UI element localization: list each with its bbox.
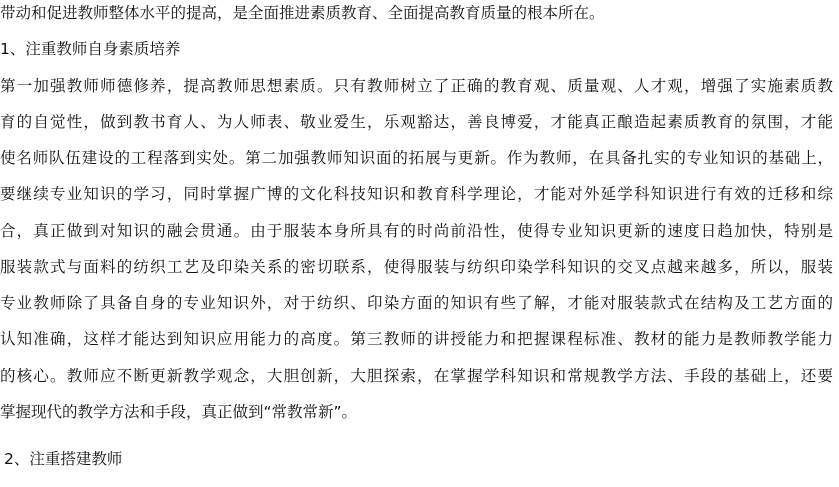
- paragraph-line: 掌握现代的教学方法和手段，真正做到“常教常新”。: [0, 403, 358, 421]
- paragraph-line: 服装款式与面料的纺织工艺及印染关系的密切联系，使得服装与纺织印染学科知识的交叉点越来越多，所以，服装: [0, 258, 833, 276]
- section-heading-2: 2、注重搭建教师: [4, 450, 123, 468]
- paragraph-line: 认知准确，这样才能达到知识应用能力的高度。第三教师的讲授能力和把握课程标准、教材的能力是教师教学能力: [0, 330, 833, 348]
- paragraph-line: 第一加强教师师德修养，提高教师思想素质。只有教师树立了正确的教育观、质量观、人才观，增强了实施素质教: [0, 77, 833, 95]
- paragraph-line: 专业教师除了具备自身的专业知识外，对于纺织、印染方面的知识有些了解，才能对服装款式在结构及工艺方面的: [0, 294, 833, 312]
- section-heading-1: 1、注重教师自身素质培养: [0, 40, 181, 58]
- paragraph-line: 育的自觉性，做到教书育人、为人师表、敬业爱生，乐观豁达，善良博爱，才能真正酿造起素质教育的氛围，才能: [0, 113, 833, 131]
- intro-line: 带动和促进教师整体水平的提高，是全面推进素质教育、全面提高教育质量的根本所在。: [0, 4, 605, 22]
- paragraph-line: 的核心。教师应不断更新教学观念，大胆创新，大胆探索，在掌握学科知识和常规教学方法、手段的基础上，还要: [0, 367, 833, 385]
- paragraph-line: 要继续专业知识的学习，同时掌握广博的文化科技知识和教育科学理论，才能对外延学科知识进行有效的迁移和综: [0, 185, 833, 203]
- paragraph-line: 使名师队伍建设的工程落到实处。第二加强教师知识面的拓展与更新。作为教师，在具备扎实的专业知识的基础上，: [0, 149, 833, 167]
- paragraph-line: 合，真正做到对知识的融会贯通。由于服装本身所具有的时尚前沿性，使得专业知识更新的速度日趋加快，特别是: [0, 222, 833, 240]
